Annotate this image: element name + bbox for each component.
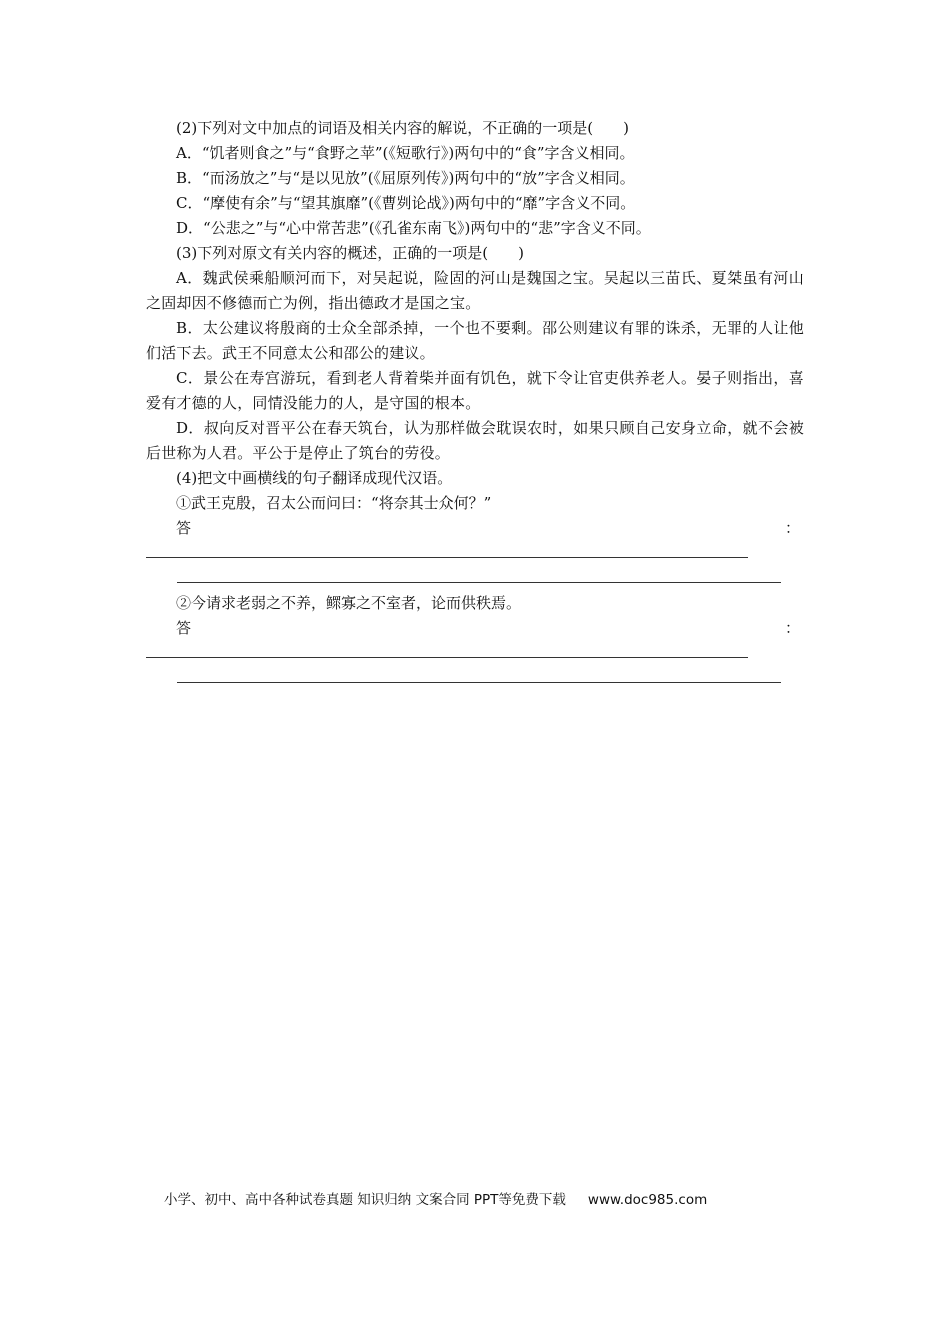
footer-text: 小学、初中、高中各种试卷真题 知识归纳 文案合同 PPT等免费下载 xyxy=(164,1192,566,1208)
answer-line-2a[interactable] xyxy=(146,641,804,666)
question-content xyxy=(146,116,804,691)
page-footer xyxy=(164,1189,707,1211)
answer-line-2b[interactable] xyxy=(146,666,804,691)
answer-row-1 xyxy=(146,516,804,541)
answer-label: 答 xyxy=(176,519,192,537)
question-2-option-a: A．“饥者则食之”与“食野之苹”(《短歌行》)两句中的“食”字含义相同。 xyxy=(176,144,635,162)
answer-line-1b[interactable] xyxy=(146,566,804,591)
answer-colon: ： xyxy=(784,619,800,637)
question-4-item-1: ①武王克殷，召太公而问曰：“将奈其士众何？” xyxy=(176,494,492,512)
answer-colon: ： xyxy=(784,519,800,537)
question-2-option-d: D．“公悲之”与“心中常苦悲”(《孔雀东南飞》)两句中的“悲”字含义不同。 xyxy=(176,219,651,237)
question-3-option-a: A．魏武侯乘船顺河而下，对吴起说，险固的河山是魏国之宝。吴起以三苗氏、夏桀虽有河山之固却因不修德而亡为例，指出德政才是国之宝。 xyxy=(146,269,804,312)
question-4-item-2: ②今请求老弱之不养，鳏寡之不室者，论而供秩焉。 xyxy=(176,594,522,612)
question-3-stem: (3)下列对原文有关内容的概述，正确的一项是( ) xyxy=(176,244,524,262)
question-3-option-c: C．景公在寿宫游玩，看到老人背着柴并面有饥色，就下令让官吏供养老人。晏子则指出，喜爱有才德的人，同情没能力的人，是守国的根本。 xyxy=(146,369,804,412)
answer-label: 答 xyxy=(176,619,192,637)
footer-url[interactable]: www.doc985.com xyxy=(587,1192,708,1208)
answer-line-1a[interactable] xyxy=(146,541,804,566)
answer-row-2 xyxy=(146,616,804,641)
question-3-option-d: D．叔向反对晋平公在春天筑台，认为那样做会耽误农时，如果只顾自己安身立命，就不会被后世称为人君。平公于是停止了筑台的劳役。 xyxy=(146,419,804,462)
question-3-option-b: B．太公建议将殷商的士众全部杀掉，一个也不要剩。邵公则建议有罪的诛杀，无罪的人让他们活下去。武王不同意太公和邵公的建议。 xyxy=(146,319,804,362)
question-4-stem: (4)把文中画横线的句子翻译成现代汉语。 xyxy=(176,469,453,487)
question-2-stem: (2)下列对文中加点的词语及相关内容的解说，不正确的一项是( ) xyxy=(176,119,629,137)
question-2-option-c: C．“摩使有余”与“望其旗靡”(《曹刿论战》)两句中的“靡”字含义不同。 xyxy=(176,194,636,212)
question-2-option-b: B．“而汤放之”与“是以见放”(《屈原列传》)两句中的“放”字含义相同。 xyxy=(176,169,635,187)
